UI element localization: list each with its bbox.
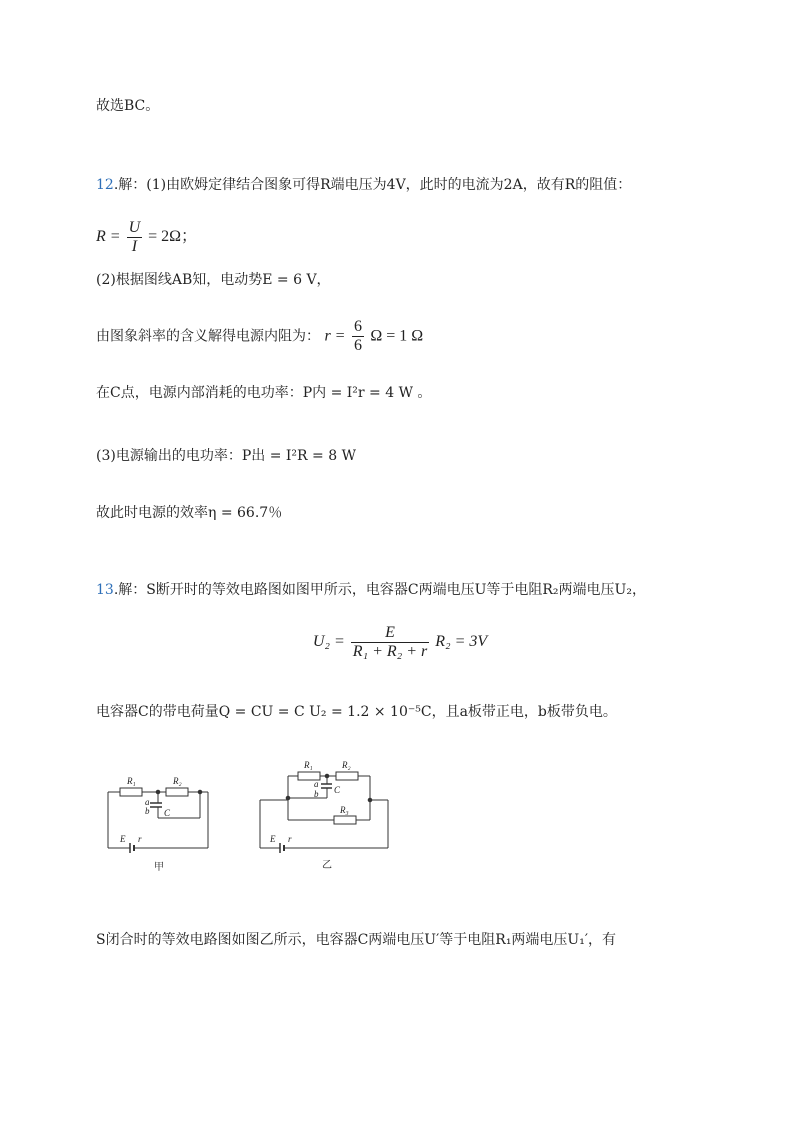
frac-denominator: I xyxy=(131,238,138,255)
q12-intro xyxy=(96,175,631,195)
frac-denominator: R₁ + R₂ + r xyxy=(352,643,428,660)
label-b: b xyxy=(314,789,319,799)
frac-numerator: U xyxy=(128,219,141,236)
frac-denominator: 6 xyxy=(353,337,362,354)
q12-internal-power: 在C点，电源内部消耗的电功率：P内 = I²r = 4 W 。 xyxy=(96,385,432,401)
label-e: E xyxy=(270,834,276,844)
q12-resistance-formula xyxy=(96,219,197,256)
q13-intro xyxy=(96,580,646,600)
q12-part2-text: 根据图线AB知，电动势E = 6 V， xyxy=(115,272,331,288)
r-internal-lhs: r = xyxy=(324,327,346,345)
u-over-i-fraction xyxy=(127,219,143,256)
r-internal-rhs: Ω = 1 Ω xyxy=(370,327,424,345)
label-e: E xyxy=(120,834,126,844)
internal-resistance-prefix: 由图象斜率的含义解得电源内阻为： xyxy=(96,328,320,345)
answer-bc-line: 故选BC。 xyxy=(96,98,160,114)
resistor-r2 xyxy=(166,788,188,796)
label-c: C xyxy=(334,785,341,795)
q12-part2 xyxy=(96,270,331,290)
label-a: a xyxy=(145,797,150,807)
q12-intro-label: .解： xyxy=(113,177,147,193)
q13-voltage-equation xyxy=(0,624,800,661)
r-lhs: R = xyxy=(96,228,121,246)
r-rhs: = 2Ω； xyxy=(148,228,198,246)
q12-part1-text: 由欧姆定律结合图象可得R端电压为4V，此时的电流为2A，故有R的阻值： xyxy=(166,177,632,193)
circuit-diagram-yi xyxy=(252,758,402,873)
q12-part3-label: (3) xyxy=(96,448,116,464)
q12-part3-text: 电源输出的电功率：P出 = I²R = 8 W xyxy=(115,448,356,464)
label-r2: R₂ xyxy=(173,776,182,786)
label-c: C xyxy=(164,808,171,818)
label-r1: R₁ xyxy=(127,776,136,786)
u2-lhs: U₂ = xyxy=(312,633,345,651)
q13-intro-text: .解：S断开时的等效电路图如图甲所示，电容器C两端电压U等于电阻R₂两端电压U₂， xyxy=(113,582,646,598)
resistor-r2 xyxy=(336,772,358,780)
circuit-diagram-jia xyxy=(96,770,226,880)
label-r1: R₁ xyxy=(304,760,313,770)
six-over-six-fraction xyxy=(352,318,364,355)
voltage-divider-fraction xyxy=(351,624,430,661)
label-b: b xyxy=(145,806,150,816)
label-a: a xyxy=(314,779,319,789)
label-r: r xyxy=(138,834,142,844)
caption-yi: 乙 xyxy=(322,860,332,871)
u2-rhs: R₂ = 3V xyxy=(435,633,488,651)
caption-jia: 甲 xyxy=(154,862,164,873)
resistor-r3 xyxy=(334,816,356,824)
q12-part3 xyxy=(96,446,356,466)
frac-numerator: E xyxy=(351,624,430,643)
q13-closed-switch: S闭合时的等效电路图如图乙所示，电容器C两端电压U′等于电阻R₁两端电压U₁′，有 xyxy=(96,932,617,948)
frac-numerator: 6 xyxy=(353,318,362,335)
label-r: r xyxy=(288,834,292,844)
q12-efficiency: 故此时电源的效率η = 66.7％ xyxy=(96,505,283,521)
q12-internal-resistance xyxy=(96,318,423,355)
label-r3: R₃ xyxy=(340,805,349,815)
q12-part2-label: (2) xyxy=(96,272,116,288)
resistor-r1 xyxy=(120,788,142,796)
label-r2: R₂ xyxy=(342,760,351,770)
q12-part1-label: (1) xyxy=(146,177,167,193)
q13-number: 13 xyxy=(96,582,114,598)
q13-charge: 电容器C的带电荷量Q = CU = C U₂ = 1.2 × 10⁻⁵C，且a板带正电，b板带负电。 xyxy=(96,704,617,720)
q12-number: 12 xyxy=(96,177,114,193)
